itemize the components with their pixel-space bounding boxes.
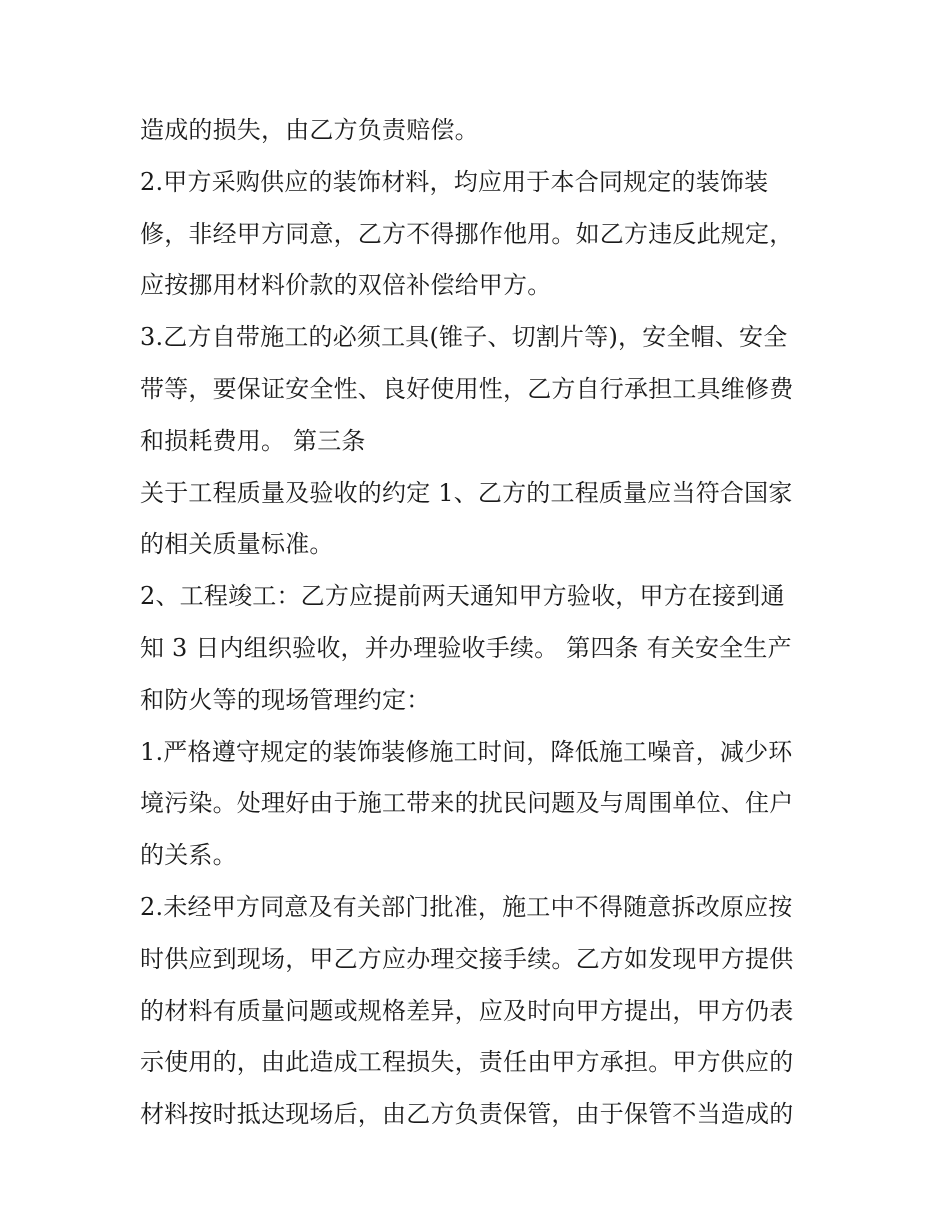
text-line: 应按挪用材料价款的双倍补偿给甲方。	[140, 271, 552, 300]
text-line: 1.严格遵守规定的装饰装修施工时间，降低施工噪音，减少环	[140, 737, 793, 766]
text-line: 带等，要保证安全性、良好使用性，乙方自行承担工具维修费	[140, 374, 794, 403]
text-line: 关于工程质量及验收的约定 1、乙方的工程质量应当符合国家	[140, 478, 793, 507]
text-line: 知 3 日内组织验收，并办理验收手续。 第四条 有关安全生产	[140, 633, 792, 662]
text-line: 的材料有质量问题或规格差异，应及时向甲方提出，甲方仍表	[140, 996, 794, 1025]
text-line: 修，非经甲方同意，乙方不得挪作他用。如乙方违反此规定，	[140, 219, 794, 248]
text-line: 的关系。	[140, 841, 237, 870]
text-line: 和损耗费用。 第三条	[140, 426, 366, 455]
text-line: 材料按时抵达现场后，由乙方负责保管，由于保管不当造成的	[140, 1100, 794, 1129]
text-line: 和防火等的现场管理约定：	[140, 685, 431, 714]
text-line: 境污染。处理好由于施工带来的扰民问题及与周围单位、住户	[140, 789, 794, 818]
text-line: 3.乙方自带施工的必须工具(锥子、切割片等)，安全帽、安全	[140, 323, 788, 352]
text-line: 时供应到现场，甲乙方应办理交接手续。乙方如发现甲方提供	[140, 944, 794, 973]
document-body	[140, 105, 830, 1141]
text-line: 示使用的，由此造成工程损失，责任由甲方承担。甲方供应的	[140, 1048, 794, 1077]
text-line: 2.未经甲方同意及有关部门批准，施工中不得随意拆改原应按	[140, 892, 793, 921]
text-line: 2、工程竣工：乙方应提前两天通知甲方验收，甲方在接到通	[140, 582, 785, 611]
text-line: 造成的损失，由乙方负责赔偿。	[140, 116, 479, 144]
text-line: 2.甲方采购供应的装饰材料，均应用于本合同规定的装饰装	[140, 167, 769, 196]
text-line: 的相关质量标准。	[140, 530, 334, 559]
